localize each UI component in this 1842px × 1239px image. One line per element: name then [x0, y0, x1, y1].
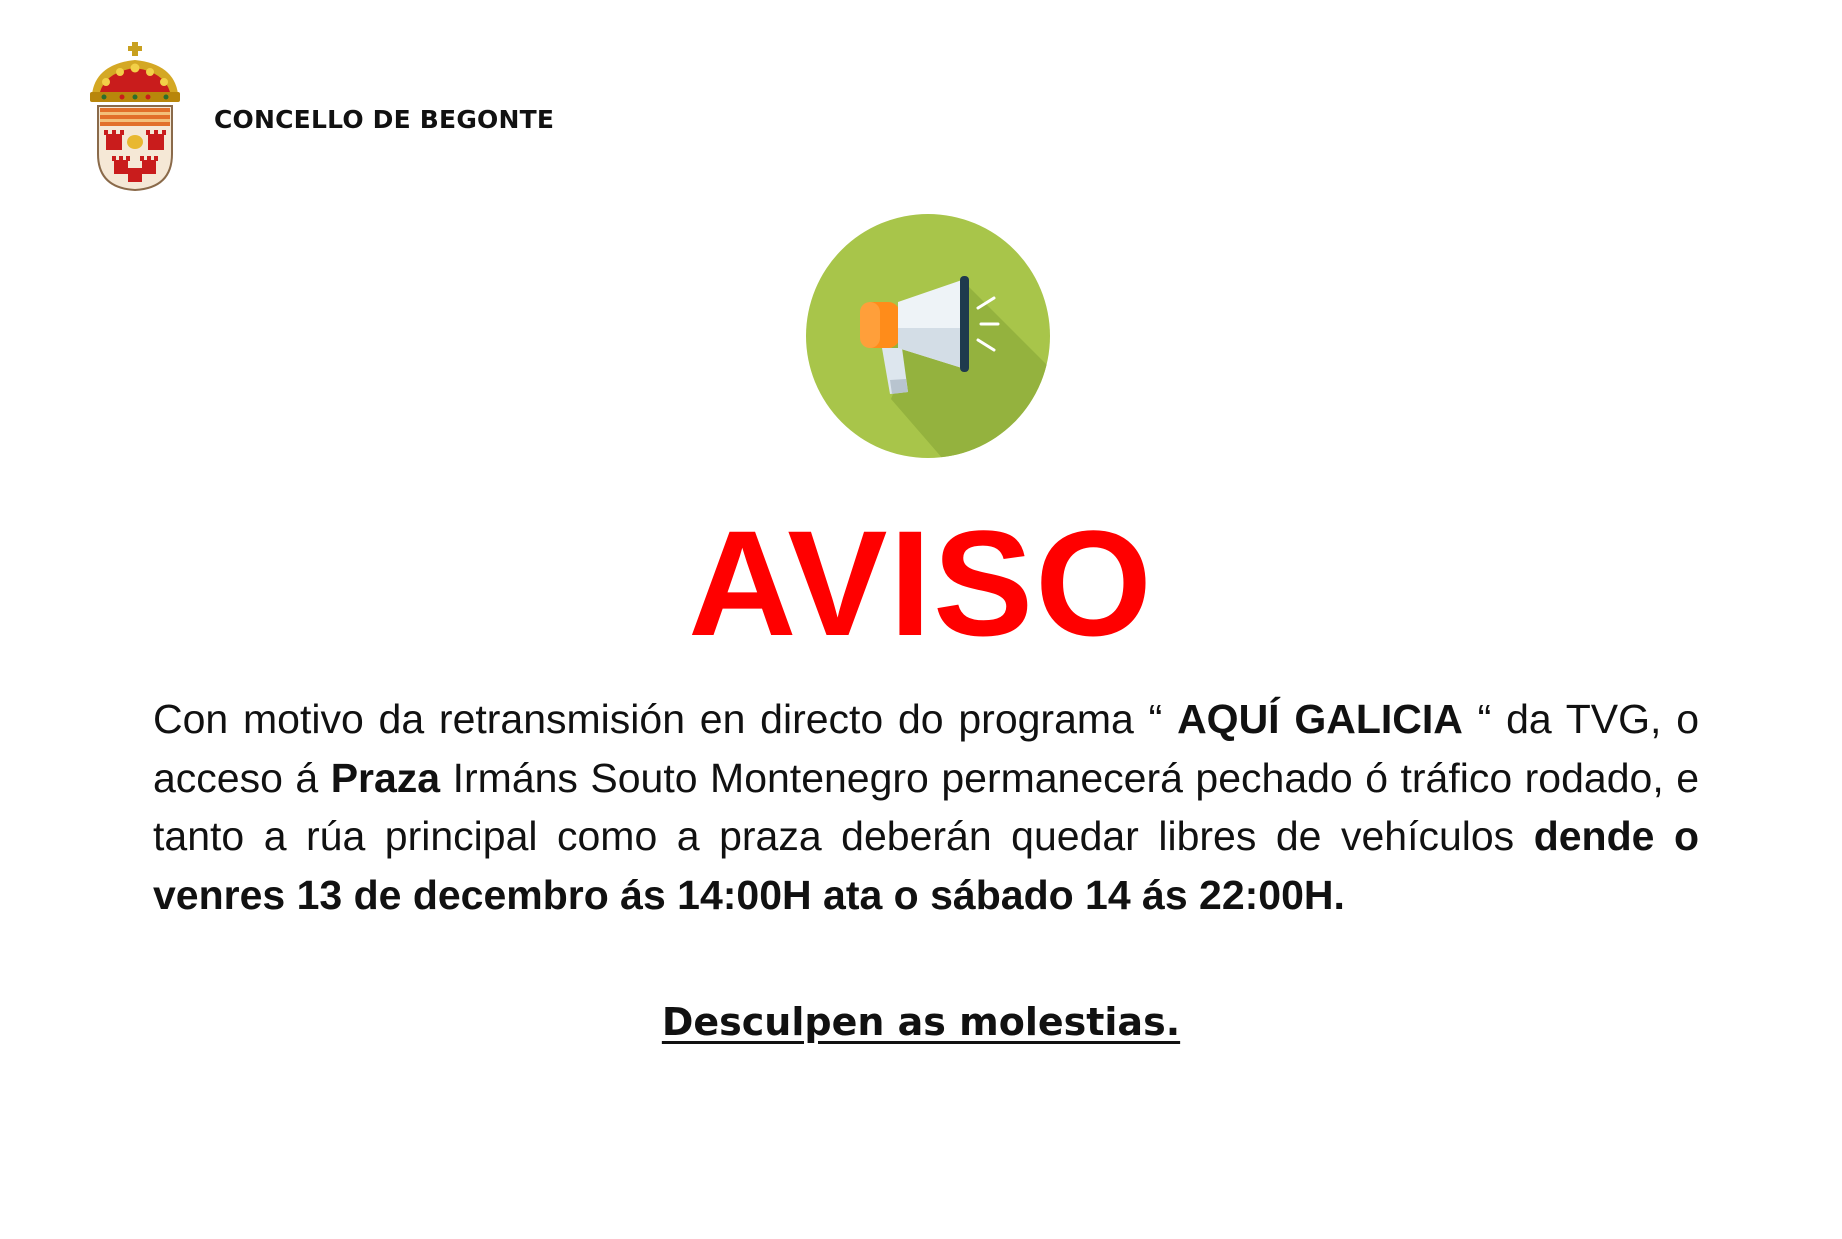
coat-of-arms-icon — [86, 42, 184, 192]
closure-schedule: dende o venres 13 de decembro ás 14:00H ata o sábado 14 ás 22:00H. — [153, 813, 1699, 918]
organization-name: CONCELLO DE BEGONTE — [214, 104, 555, 134]
notice-text-part-1: Con motivo da retransmisión en directo do programa “ — [153, 696, 1178, 742]
notice-text-part-3: Irmáns Souto Montenegro permanecerá pechado ó tráfico rodado, e tanto a rúa principal como a praza deberán quedar libres de vehículos — [153, 754, 1699, 859]
place-name-bold: Praza — [330, 754, 441, 801]
notice-text-part-2: “ da TVG, o acceso á — [153, 696, 1699, 801]
program-name: AQUÍ GALICIA — [1177, 696, 1463, 742]
notice-title: AVISO — [688, 499, 1154, 667]
megaphone-icon — [806, 214, 1050, 458]
header — [86, 42, 554, 192]
closing-apology: Desculpen as molestias. — [661, 1000, 1181, 1044]
notice-body — [153, 690, 1699, 924]
